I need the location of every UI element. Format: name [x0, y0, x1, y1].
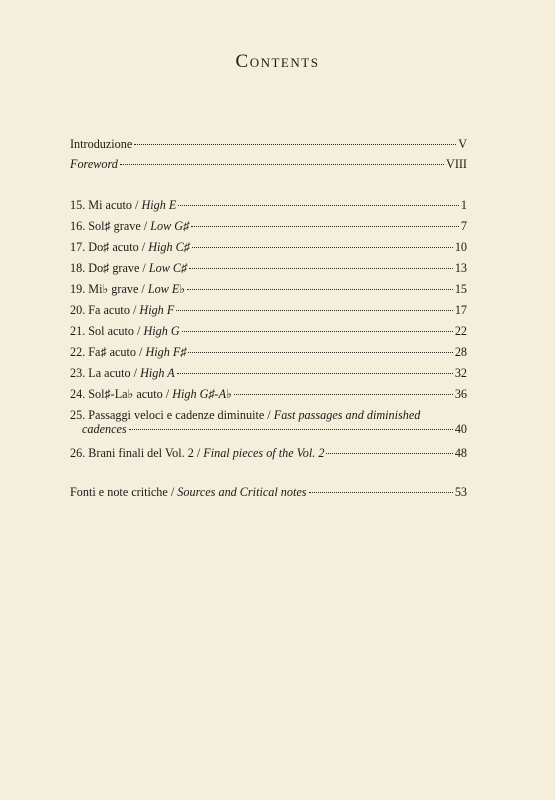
- toc-line: [70, 485, 467, 499]
- toc-line: [70, 282, 467, 296]
- toc-entry-title-en: High F: [139, 303, 175, 317]
- toc-entry-title-en: Foreword: [70, 157, 118, 171]
- toc-entry-page: 1: [460, 198, 467, 212]
- toc-line: [70, 198, 467, 212]
- toc-entry-title: Fa♯ acuto /: [88, 345, 146, 359]
- toc-entry-page: 53: [454, 485, 467, 499]
- toc-entry-label: [70, 387, 232, 401]
- toc-line: [70, 446, 467, 460]
- toc-entry-page: 7: [460, 219, 467, 233]
- toc-entry-label: [70, 219, 189, 233]
- toc-entry-number: 23.: [70, 366, 86, 380]
- toc-entry-title-en: Sources and Critical notes: [177, 485, 307, 499]
- toc-entry[interactable]: [70, 303, 467, 317]
- toc-entry-page: 10: [454, 240, 467, 254]
- toc-entry[interactable]: [70, 408, 467, 436]
- toc-entry-page: 28: [454, 345, 467, 359]
- toc-entry-title: Fa acuto /: [88, 303, 140, 317]
- toc-entry-title: Passaggi veloci e cadenze diminuite /: [88, 408, 274, 422]
- page-title: Contents: [235, 50, 320, 72]
- dot-leader: [189, 268, 453, 269]
- toc-entry[interactable]: [70, 261, 467, 275]
- toc-entry-number: 21.: [70, 324, 86, 338]
- toc-line: [70, 324, 467, 338]
- toc-entry-label: [70, 485, 307, 499]
- toc-entry-page: 17: [454, 303, 467, 317]
- dot-leader: [120, 164, 444, 165]
- toc-entry-number: 18.: [70, 261, 86, 275]
- toc-entry-label: [70, 282, 185, 296]
- dot-leader: [191, 226, 459, 227]
- toc-line: [70, 422, 467, 436]
- toc-entry-label: [70, 157, 118, 171]
- toc-entry[interactable]: [70, 198, 467, 212]
- toc-entry[interactable]: [70, 137, 467, 151]
- toc-line: [70, 345, 467, 359]
- toc-entry-title: La acuto /: [88, 366, 141, 380]
- toc-entry-page: 40: [454, 422, 467, 436]
- dot-leader: [129, 429, 453, 430]
- dot-leader: [188, 352, 452, 353]
- toc-line: [70, 240, 467, 254]
- toc-entry-label: [70, 366, 175, 380]
- toc-entry-title-en: Fast passages and diminished: [273, 408, 421, 422]
- toc-entry-label: [70, 324, 180, 338]
- toc-entry-title: Fonti e note critiche /: [70, 485, 178, 499]
- dot-leader: [176, 310, 453, 311]
- toc-entry-label: [70, 137, 132, 151]
- toc-entry-label: [70, 303, 174, 317]
- toc-entry[interactable]: [70, 387, 467, 401]
- toc-entry-title-en: High C♯: [148, 240, 190, 254]
- toc-entry-label: [70, 198, 176, 212]
- toc-entry-number: 16.: [70, 219, 86, 233]
- toc-entry-title: Mi♭ grave /: [88, 282, 148, 296]
- toc-entry-title: Sol♯ grave /: [88, 219, 151, 233]
- toc-entry-page: 22: [454, 324, 467, 338]
- toc-line: [70, 408, 467, 422]
- toc-line: [70, 137, 467, 151]
- toc-entry-title-en: High G: [143, 324, 180, 338]
- toc-line: [70, 366, 467, 380]
- toc-entry-page: 13: [454, 261, 467, 275]
- toc-entry[interactable]: [70, 345, 467, 359]
- toc-entry-title: Brani finali del Vol. 2 /: [88, 446, 204, 460]
- toc-entry-label: [70, 345, 186, 359]
- toc-entry-number: 26.: [70, 446, 86, 460]
- toc-entry-title-en: Final pieces of the Vol. 2: [203, 446, 325, 460]
- toc-entry-number: 22.: [70, 345, 86, 359]
- dot-leader: [192, 247, 453, 248]
- toc-entry[interactable]: [70, 157, 467, 171]
- toc-line: [70, 387, 467, 401]
- toc-entry-title-en: High F♯: [145, 345, 187, 359]
- toc-entry-title: Do♯ acuto /: [88, 240, 149, 254]
- toc-entry-page: V: [458, 137, 467, 151]
- toc-entry[interactable]: [70, 219, 467, 233]
- toc-entry-title: Do♯ grave /: [88, 261, 149, 275]
- toc-line: [70, 303, 467, 317]
- dot-leader: [134, 144, 456, 145]
- dot-leader: [177, 373, 453, 374]
- toc-entry-page: VIII: [446, 157, 467, 171]
- toc-entry-title-en: High A: [140, 366, 175, 380]
- toc-entry[interactable]: [70, 366, 467, 380]
- toc-entry[interactable]: [70, 240, 467, 254]
- toc-entry-title-en: High E: [141, 198, 177, 212]
- toc-entry[interactable]: [70, 446, 467, 460]
- toc-entry-number: 24.: [70, 387, 86, 401]
- toc-entry-title-en: Low C♯: [148, 261, 188, 275]
- toc-entry-title: Introduzione: [70, 137, 133, 151]
- dot-leader: [309, 492, 453, 493]
- toc-entry-title-en: High G♯-A♭: [172, 387, 232, 401]
- toc-entry-number: 17.: [70, 240, 86, 254]
- toc-line: [70, 157, 467, 171]
- toc-entry-title: Mi acuto /: [88, 198, 142, 212]
- toc-entry-page: 15: [454, 282, 467, 296]
- toc-entry[interactable]: [70, 282, 467, 296]
- dot-leader: [326, 453, 452, 454]
- dot-leader: [234, 394, 453, 395]
- dot-leader: [178, 205, 459, 206]
- toc-entry-number: 25.: [70, 408, 86, 422]
- toc-entry-label: [70, 261, 187, 275]
- toc-entry-label: [70, 408, 420, 422]
- toc-entry-number: 20.: [70, 303, 86, 317]
- toc-entry-page: 36: [454, 387, 467, 401]
- toc-entry[interactable]: [70, 324, 467, 338]
- toc-entry-title-en: Low E♭: [147, 282, 186, 296]
- toc-line: [70, 219, 467, 233]
- toc-entry-number: 19.: [70, 282, 86, 296]
- toc-entry-page: 48: [454, 446, 467, 460]
- dot-leader: [182, 331, 453, 332]
- toc-entry-title-en: Low G♯: [150, 219, 190, 233]
- toc-entry-label: [70, 240, 190, 254]
- dot-leader: [187, 289, 453, 290]
- toc-entry[interactable]: [70, 485, 467, 499]
- toc-entry-number: 15.: [70, 198, 86, 212]
- toc-entry-page: 32: [454, 366, 467, 380]
- toc-entry-title: Sol♯-La♭ acuto /: [88, 387, 173, 401]
- toc-entry-title: Sol acuto /: [88, 324, 144, 338]
- toc-entry-label: [70, 446, 324, 460]
- toc-entry-title-en-cont: cadences: [82, 422, 127, 436]
- toc-line: [70, 261, 467, 275]
